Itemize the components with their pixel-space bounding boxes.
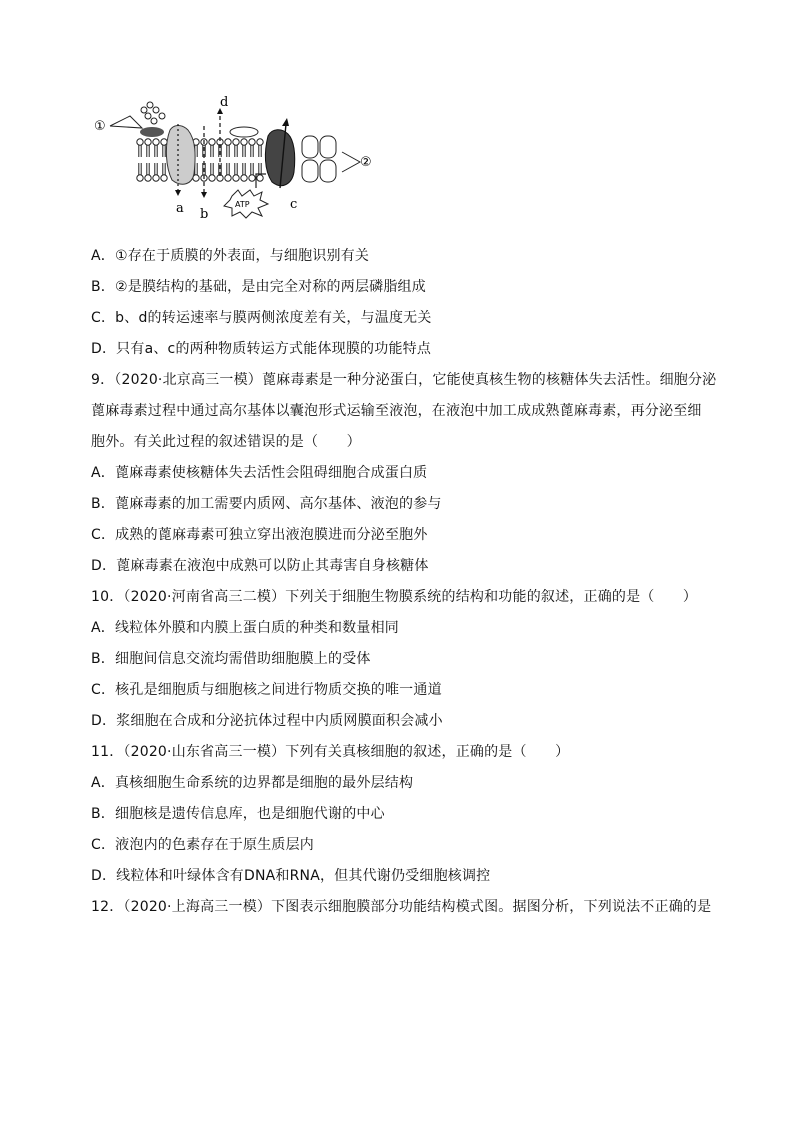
q11-option-b: B．细胞核是遗传信息库，也是细胞代谢的中心 bbox=[91, 806, 385, 822]
label-d: d bbox=[220, 96, 229, 110]
q8-option-d: D．只有a、c的两种物质转运方式能体现膜的功能特点 bbox=[91, 341, 432, 357]
carrier-protein-a bbox=[166, 126, 195, 185]
label-2: ② bbox=[360, 155, 372, 170]
q10-option-c: C．核孔是细胞质与细胞核之间进行物质交换的唯一通道 bbox=[91, 682, 442, 698]
q9-option-d: D．蓖麻毒素在液泡中成熟可以防止其毒害自身核糖体 bbox=[91, 558, 429, 574]
atp-label: ATP bbox=[235, 200, 250, 209]
q9-option-c: C．成熟的蓖麻毒素可独立穿出液泡膜进而分泌至胞外 bbox=[91, 527, 428, 543]
q10-option-b: B．细胞间信息交流均需借助细胞膜上的受体 bbox=[91, 651, 371, 667]
q10-option-d: D．浆细胞在合成和分泌抗体过程中内质网膜面积会减小 bbox=[91, 713, 443, 729]
peripheral-protein bbox=[230, 127, 258, 137]
question-text bbox=[91, 241, 721, 923]
q8-option-a: A．①存在于质膜的外表面，与细胞识别有关 bbox=[91, 248, 370, 264]
membrane-transport-diagram bbox=[92, 96, 382, 226]
label-1: ① bbox=[94, 119, 106, 134]
q10-stem: 10．（2020·河南省高三二模）下列关于细胞生物膜系统的结构和功能的叙述，正确的是（ ） bbox=[91, 589, 698, 605]
label-a: a bbox=[176, 201, 184, 216]
q9-option-b: B．蓖麻毒素的加工需要内质网、高尔基体、液泡的参与 bbox=[91, 496, 442, 512]
q12-stem: 12．（2020·上海高三一模）下图表示细胞膜部分功能结构模式图。据图分析，下列说法不正确的是 bbox=[91, 899, 712, 915]
label-c: c bbox=[290, 197, 298, 212]
pump-protein-c bbox=[265, 130, 294, 186]
q8-option-b: B．②是膜结构的基础，是由完全对称的两层磷脂组成 bbox=[91, 279, 426, 295]
glycoprotein-head bbox=[140, 127, 164, 137]
q11-option-a: A．真核细胞生命系统的边界都是细胞的最外层结构 bbox=[91, 775, 414, 791]
q11-stem: 11．（2020·山东省高三一模）下列有关真核细胞的叙述，正确的是（ ） bbox=[91, 744, 570, 760]
phospholipid-bilayer bbox=[137, 139, 263, 181]
q9-stem-line-1: 9．（2020·北京高三一模）蓖麻毒素是一种分泌蛋白，它能使真核生物的核糖体失去活性。细胞分泌 bbox=[91, 372, 717, 388]
q10-option-a: A．线粒体外膜和内膜上蛋白质的种类和数量相同 bbox=[91, 620, 399, 636]
q8-option-c: C．b、d的转运速率与膜两侧浓度差有关，与温度无关 bbox=[91, 310, 432, 326]
q9-option-a: A．蓖麻毒素使核糖体失去活性会阻碍细胞合成蛋白质 bbox=[91, 465, 428, 481]
label-b: b bbox=[200, 207, 209, 222]
q9-stem-line-3: 胞外。有关此过程的叙述错误的是（ ） bbox=[91, 434, 361, 450]
glycoprotein-chain bbox=[141, 102, 165, 124]
q11-option-d: D．线粒体和叶绿体含有DNA和RNA，但其代谢仍受细胞核调控 bbox=[91, 868, 491, 884]
q9-stem-line-2: 蓖麻毒素过程中通过高尔基体以囊泡形式运输至液泡，在液泡中加工成成熟蓖麻毒素，再分泌至细 bbox=[91, 403, 702, 419]
q11-option-c: C．液泡内的色素存在于原生质层内 bbox=[91, 837, 314, 853]
